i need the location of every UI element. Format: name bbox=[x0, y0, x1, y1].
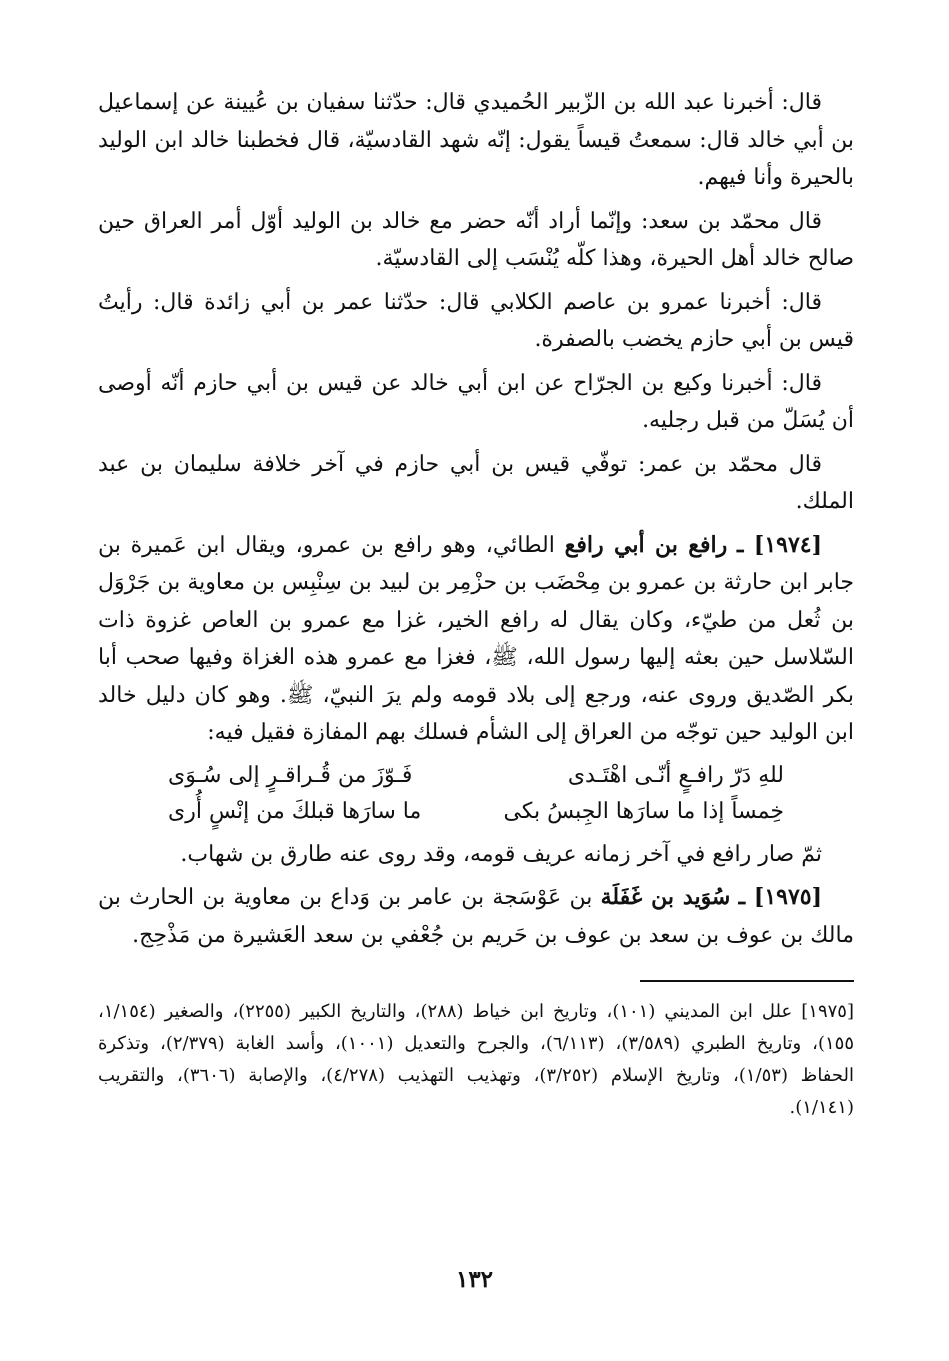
poem-hemistich-first: خِمساً إذا ما سارَها الجِبسُ بكى bbox=[503, 798, 784, 824]
entry-1975-name: سُوَيد بن غَفَلَة bbox=[600, 884, 731, 910]
paragraph-ibn-saad: قال محمّد بن سعد: وإنّما أراد أنّه حضر مع خالد بن الوليد أوّل أمر العراق حين صالح خالد أهل الحيرة، وهذا كلّه يُنْسَب إلى القادسيّة. bbox=[98, 208, 854, 271]
poem-hemistich-second: فَـوّزَ من قُـراقـرٍ إلى سُـوَى bbox=[168, 762, 413, 788]
poem bbox=[98, 758, 854, 830]
paragraph-humaydi: قال: أخبرنا عبد الله بن الزّبير الحُميدي قال: حدّثنا سفيان بن عُيينة عن إسماعيل بن أبي خالد قال: سمعتُ قيساً يقول: إنّه شهد القادسيّة، قال فخطبنا خالد ابن الوليد بالحيرة وأنا فيهم. bbox=[98, 90, 854, 190]
page-number: ١٣٢ bbox=[455, 1266, 494, 1293]
entry-1974-number: [١٩٧٤] ـ bbox=[737, 531, 823, 558]
entry-1974-name: رافع بن أبي رافع bbox=[564, 531, 728, 558]
footnote-1975: [١٩٧٥] علل ابن المديني (١٠١)، وتاريخ ابن خياط (٢٨٨)، والتاريخ الكبير (٢٢٥٥)، والصغير (١/١٥٤، ١٥٥)، وتاريخ الطبري (٣/٥٨٩)، (٦/١١٣)، والجرح والتعديل (١٠٠١)، وأسد الغابة (٢/٣٧٩)، وتذكرة الحفاظ (١/٥٣)، وتاريخ الإسلام (٣/٢٥٢)، وتهذيب التهذيب (٤/٢٧٨)، والإصابة (٣٦٠٦)، والتقريب (١/١٤١). bbox=[98, 1001, 855, 1118]
paragraph-waki: قال: أخبرنا وكيع بن الجرّاح عن ابن أبي خالد عن قيس بن أبي حازم أنّه أوصى أن يُسَلّ من قبل رجليه. bbox=[98, 370, 854, 433]
poem-line bbox=[168, 758, 784, 794]
entry-1975-number: [١٩٧٥] ـ bbox=[738, 884, 823, 910]
poem-hemistich-second: ما سارَها قبلكَ من إنْسٍ أُرى bbox=[168, 798, 422, 824]
poem-line bbox=[168, 794, 784, 830]
entry-1975 bbox=[98, 879, 854, 954]
entry-1974-text: الطائي، وهو رافع بن عمرو، ويقال ابن عَميرة بن جابر ابن حارثة بن عمرو بن مِحْضَب بن حزْمِر بن لبيد بن سِنْبِس بن معاوية بن جَرْوَل بن ثُعل من طيّء، وكان يقال له رافع الخير، غزا مع عمرو بن العاص غزوة ذات السّلاسل حين بعثه إليها رسول الله، ﷺ، فغزا مع عمرو هذه الغزاة وفيها صحب أبا بكر الصّديق وروى عنه، ورجع إلى بلاد قومه ولم يرَ النبيّ، ﷺ. وهو كان دليل خالد ابن الوليد حين توجّه من العراق إلى الشأم فسلك بهم المفازة فقيل فيه: bbox=[98, 532, 854, 745]
page-body bbox=[98, 84, 854, 1124]
paragraph-after-poem: ثمّ صار رافع في آخر زمانه عريف قومه، وقد روى عنه طارق بن شهاب. bbox=[180, 841, 822, 867]
footnote-divider bbox=[640, 980, 854, 982]
paragraph-death-note: قال محمّد بن عمر: توفّي قيس بن أبي حازم في آخر خلافة سليمان بن عبد الملك. bbox=[98, 451, 854, 514]
entry-1975-text: بن عَوْسَجة بن عامر بن وَداع بن معاوية بن الحارث بن مالك بن عوف بن سعد بن عوف بن حَريم بن جُعْفي بن سعد العَشيرة من مَذْحِج. bbox=[98, 885, 854, 948]
entry-1974 bbox=[98, 527, 854, 752]
poem-hemistich-first: للهِ دَرّ رافـعٍ أنّـى اهْتَـدى bbox=[567, 762, 784, 788]
paragraph-amr-ibn-asim: قال: أخبرنا عمرو بن عاصم الكلابي قال: حدّثنا عمر بن أبي زائدة قال: رأيتُ قيس بن أبي حازم يخضب بالصفرة. bbox=[98, 289, 854, 352]
